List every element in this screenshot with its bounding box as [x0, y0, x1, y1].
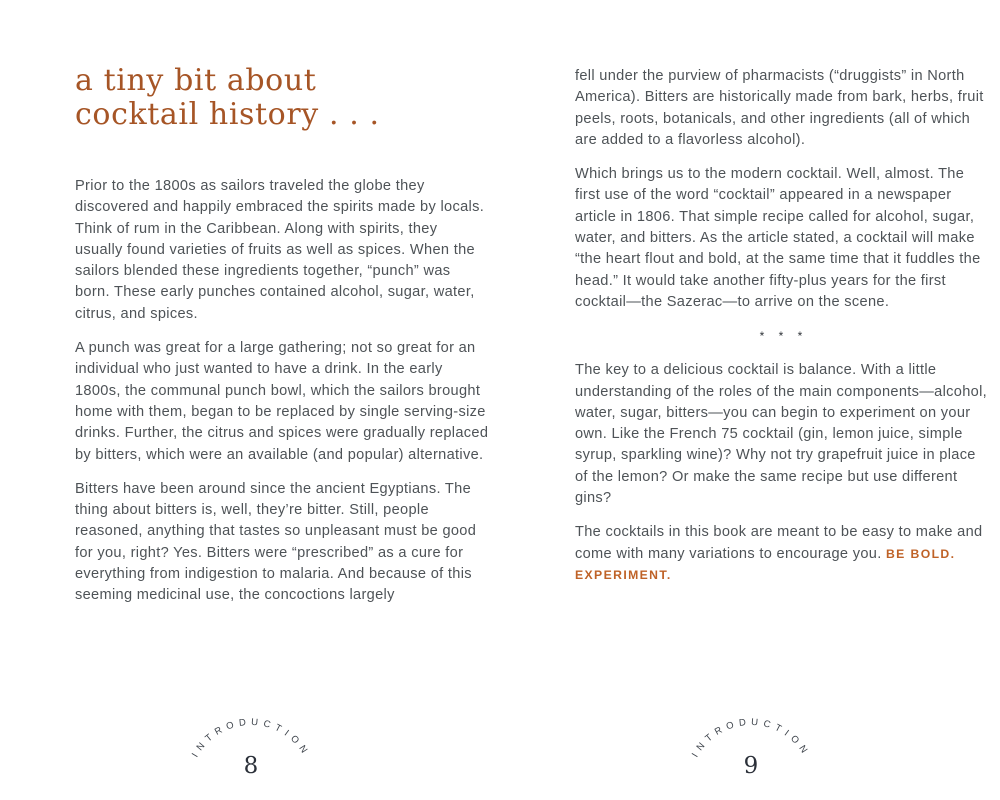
right-page-column: [575, 66, 989, 599]
left-page-column: [75, 64, 489, 620]
paragraph: Bitters have been around since the ancient Egyptians. The thing about bitters is, well, they’re bitter. Still, people reasoned, anything that tastes so unpleasant must be good for you, right? Yes. Bitters were “prescribed” as a cure for everything from indigestion to malaria. And because of this seeming medicinal use, the concoctions largely: [75, 480, 477, 604]
chapter-title: [75, 64, 489, 132]
page-number: 9: [743, 753, 759, 779]
closing-paragraph: [575, 522, 989, 586]
page-number: 8: [243, 753, 259, 779]
running-head-label: INTRODUCTION: [189, 716, 313, 760]
running-head-label: INTRODUCTION: [689, 716, 813, 760]
right-page-body: [575, 66, 989, 586]
paragraph: A punch was great for a large gathering; not so great for an individual who just wanted to have a drink. In the early 1800s, the communal punch bowl, which the sailors brought home with them, began to be replaced by single serving-size drinks. Further, the citrus and spices were gradually replaced by bitters, which were an available (and popular) alternative.: [75, 340, 489, 463]
paragraph: Prior to the 1800s as sailors traveled the globe they discovered and happily embraced the spirits made by locals. Think of rum in the Caribbean. Along with spirits, they usually found varieties of fruits as well as spices. When the sailors blended these ingredients together, “punch” was born. These early punches contained alcohol, sugar, water, citrus, and spices.: [75, 178, 485, 322]
paragraph: The key to a delicious cocktail is balance. With a little understanding of the roles of the main components—alcohol, water, sugar, bitters—you can begin to experiment on your own. Like the French 75 cocktail (gin, lemon juice, simple syrup, sparkling wine)? Why not try grapefruit juice in place of the lemon? Or make the same recipe but use different gins?: [575, 362, 988, 507]
left-page-body: [75, 176, 489, 607]
chapter-title-line2: cocktail history . . .: [75, 97, 380, 132]
left-page-footer: [176, 710, 326, 798]
paragraph: fell under the purview of pharmacists (“druggists” in North America). Bitters are historically made from bark, herbs, fruit peels, roots, botanicals, and other ingredients (all of which are added to a flavorless alcohol).: [575, 68, 984, 148]
chapter-title-line1: a tiny bit about: [75, 63, 317, 98]
paragraph: Which brings us to the modern cocktail. Well, almost. The first use of the word “cocktail” appeared in a newspaper article in 1806. That simple recipe called for alcohol, sugar, water, and bitters. As the article stated, a cocktail will make “the heart flout and bold, at the same time that it fuddles the head.” It would take another fifty-plus years for the first cocktail—the Sazerac—to arrive on the scene.: [575, 166, 981, 310]
closing-text: The cocktails in this book are meant to be easy to make and come with many variations to encourage you.: [575, 524, 983, 562]
right-page-footer: [676, 710, 826, 798]
closing-emphasis: BE BOLD. EXPERIMENT.: [575, 546, 956, 582]
asterisk-divider: * * *: [759, 329, 805, 344]
